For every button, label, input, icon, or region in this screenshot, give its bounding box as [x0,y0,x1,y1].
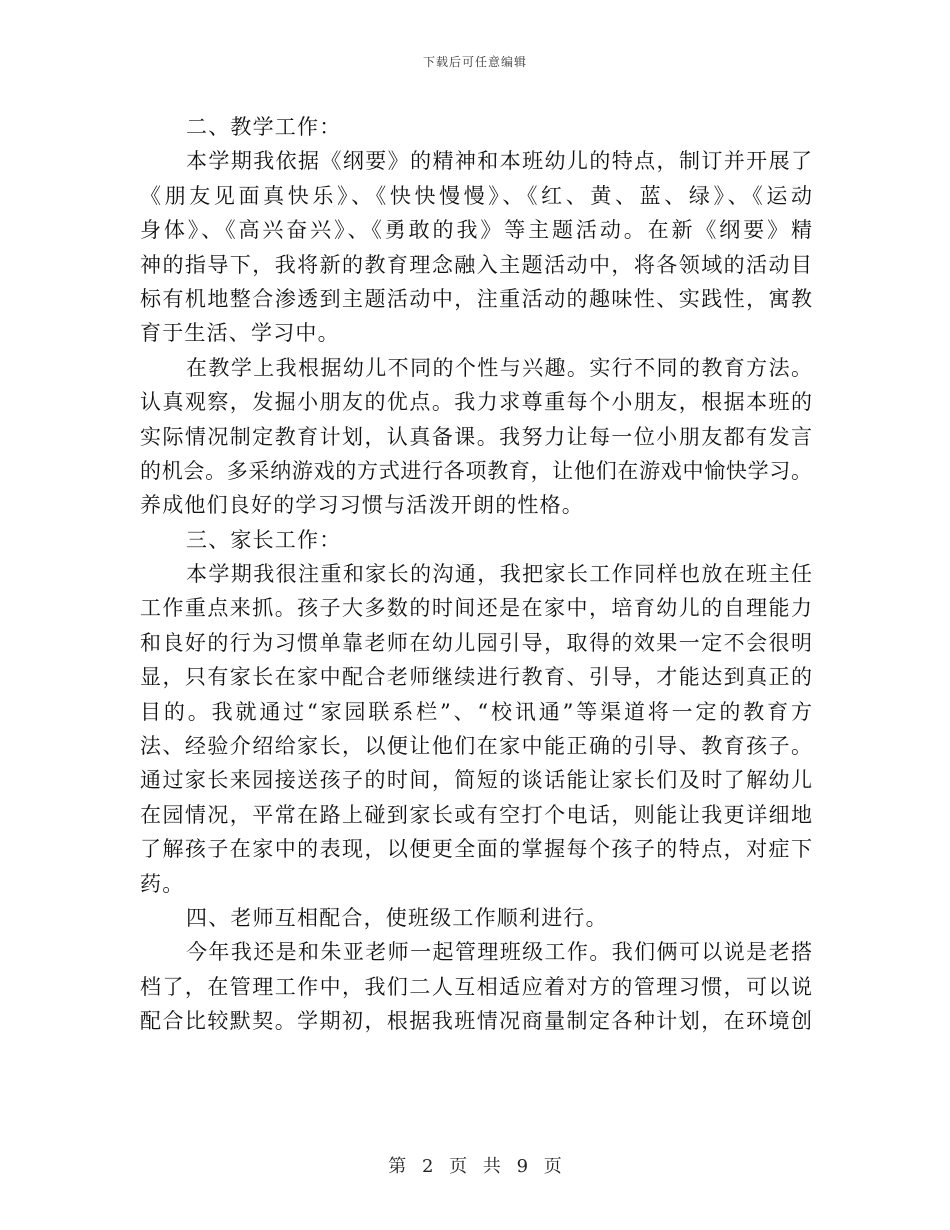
text-line: 实际情况制定教育计划，认真备课。我努力让每一位小朋友都有发言 [140,424,812,449]
text-line: 今年我还是和朱亚老师一起管理班级工作。我们俩可以说是老搭 [186,940,812,965]
text-line: 《朋友见面真快乐》、《快快慢慢》、《红、黄、蓝、绿》、《运动 [140,183,812,208]
text-line: 和良好的行为习惯单靠老师在幼儿园引导，取得的效果一定不会很明 [140,630,812,655]
text-line: 法、经验介绍给家长，以便让他们在家中能正确的引导、教育孩子。 [140,734,812,759]
text-line: 药。 [140,871,185,896]
text-line: 身体》、《高兴奋兴》、《勇敢的我》等主题活动。在新《纲要》精 [140,218,812,243]
text-line: 显，只有家长在家中配合老师继续进行教育、引导，才能达到真正的 [140,665,812,690]
text-line: 在园情况，平常在路上碰到家长或有空打个电话，则能让我更详细地 [140,802,812,827]
footer-total-pages: 9 [516,1156,529,1177]
text-line: 目的。我就通过“家园联系栏”、“校讯通”等渠道将一定的教育方 [140,699,812,724]
header-note: 下载后可任意编辑 [422,55,527,69]
footer-ye: 页 [449,1156,468,1177]
text-line: 认真观察，发掘小朋友的优点。我力求尊重每个小朋友，根据本班的 [140,390,812,415]
document-body [140,110,812,1039]
page-footer [0,1152,950,1178]
text-line: 神的指导下，我将新的教育理念融入主题活动中，将各领域的活动目 [140,252,812,277]
footer-di: 第 [388,1156,407,1177]
text-line: 配合比较默契。学期初，根据我班情况商量制定各种计划，在环境创 [140,1009,812,1034]
text-line: 在教学上我根据幼儿不同的个性与兴趣。实行不同的教育方法。 [186,355,812,380]
text-line: 本学期我依据《纲要》的精神和本班幼儿的特点，制订并开展了 [186,149,812,174]
text-line: 通过家长来园接送孩子的时间，简短的谈话能让家长们及时了解幼儿 [140,768,812,793]
text-line: 二、教学工作： [186,115,342,139]
text-line: 育于生活、学习中。 [140,321,340,346]
text-line: 工作重点来抓。孩子大多数的时间还是在家中，培育幼儿的自理能力 [140,596,812,621]
text-line: 档了，在管理工作中，我们二人互相适应着对方的管理习惯，可以说 [140,974,812,999]
text-line: 本学期我很注重和家长的沟通，我把家长工作同样也放在班主任 [186,562,812,587]
text-line: 养成他们良好的学习习惯与活泼开朗的性格。 [140,493,584,518]
text-line: 了解孩子在家中的表现，以便更全面的掌握每个孩子的特点，对症下 [140,837,812,862]
text-line: 的机会。多采纳游戏的方式进行各项教育，让他们在游戏中愉快学习。 [140,458,812,483]
text-line: 标有机地整合渗透到主题活动中，注重活动的趣味性、实践性，寓教 [140,286,812,311]
footer-page-number: 2 [421,1156,434,1177]
text-line: 三、家长工作： [186,527,342,552]
footer-ye-total: 页 [543,1156,562,1177]
footer-gong: 共 [482,1156,501,1177]
text-line: 四、老师互相配合，使班级工作顺利进行。 [186,905,608,930]
